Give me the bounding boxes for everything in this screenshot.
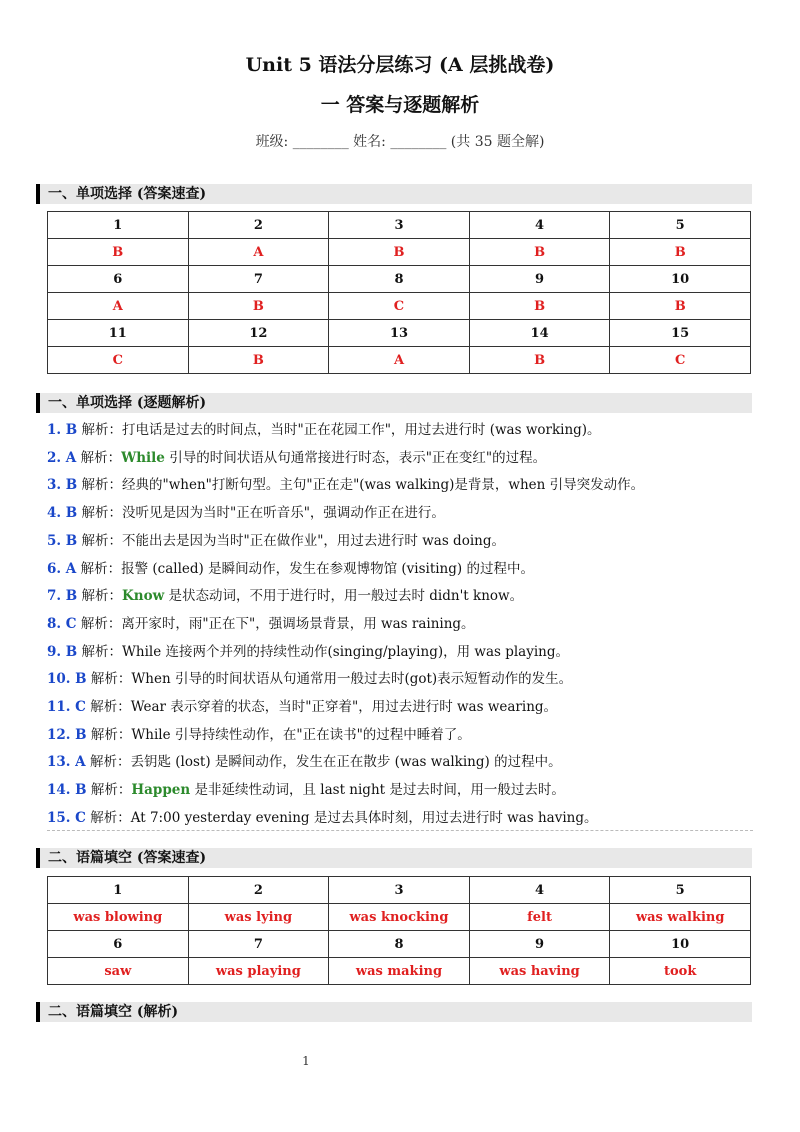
explanation-text: While 连接两个并列的持续性动作(singing/playing)，用 was playing。 (122, 643, 570, 660)
table-cell: 4 (469, 212, 610, 239)
explanation-label: 解析： (85, 754, 131, 771)
table-row (48, 239, 751, 266)
item-number: 1. B (47, 422, 78, 438)
table-cell: was making (329, 958, 470, 985)
explanation-text: When 引导的时间状语从句通常用一般过去时(got)表示短暂动作的发生。 (131, 671, 573, 688)
item-number: 3. B (47, 477, 78, 494)
table-cell: C (48, 347, 189, 374)
explanation-label: 解析： (77, 477, 123, 494)
explanation-item (47, 556, 763, 584)
explanation-item (47, 445, 763, 473)
explanation-item (47, 583, 763, 611)
table-cell: 3 (329, 212, 470, 239)
page-number: 1 (302, 1054, 310, 1068)
explanation-text: 不能出去是因为当时"正在做作业"，用过去进行时 was doing。 (122, 532, 505, 549)
table-cell: 12 (188, 320, 329, 347)
table-cell: 2 (188, 212, 329, 239)
table-cell: B (469, 239, 610, 266)
table-cell: took (610, 958, 751, 985)
explanation-label: 解析： (76, 615, 122, 632)
table-cell: B (188, 293, 329, 320)
table-cell: 10 (610, 266, 751, 293)
table-cell: 2 (188, 877, 329, 904)
table-cell: B (610, 239, 751, 266)
explanation-label: 解析： (86, 671, 132, 688)
table-cell: 8 (329, 266, 470, 293)
explanation-label: 解析： (77, 588, 123, 605)
item-number: 11. C (47, 699, 86, 716)
item-number: 10. B (47, 671, 87, 688)
table-cell: 13 (329, 320, 470, 347)
explanation-label: 解析： (86, 726, 132, 743)
table-row (48, 958, 751, 985)
item-number: 9. B (47, 643, 78, 660)
table-cell: was lying (188, 904, 329, 931)
table-cell: 15 (610, 320, 751, 347)
explanation-list (47, 417, 763, 833)
document-subtitle: 一 答案与逐题解析 (320, 94, 480, 116)
explanation-text: Wear 表示穿着的状态，当时"正穿着"，用过去进行时 was wearing。 (130, 699, 558, 716)
section-heading-choice-explanations: 一、单项选择 (逐题解析) (36, 393, 752, 413)
explanation-text-after: 是非延续性动词，且 last night 是过去时间，用一般过去时。 (190, 782, 565, 799)
explanation-item (47, 472, 763, 500)
explanation-label: 解析： (77, 643, 123, 660)
table-cell: 1 (48, 212, 189, 239)
item-number: 14. B (47, 782, 87, 799)
explanation-text-after: 引导的时间状语从句通常接进行时态，表示"正在变红"的过程。 (164, 449, 547, 466)
table-row (48, 266, 751, 293)
item-number: 7. B (47, 588, 78, 605)
table-row (48, 904, 751, 931)
table-cell: 6 (48, 931, 189, 958)
table-row (48, 212, 751, 239)
explanation-label: 解析： (76, 449, 122, 466)
item-number: 13. A (47, 754, 86, 771)
explanation-label: 解析： (77, 532, 123, 549)
explanation-label: 解析： (77, 422, 123, 438)
table-cell: 7 (188, 931, 329, 958)
item-number: 12. B (47, 726, 87, 743)
explanation-label: 解析： (86, 782, 132, 799)
explanation-item (47, 639, 763, 667)
explanation-item (47, 417, 763, 445)
explanation-item (47, 722, 763, 750)
explanation-text: 没听见是因为当时"正在听音乐"，强调动作正在进行。 (122, 505, 445, 522)
explanation-item (47, 528, 763, 556)
table-cell: 9 (469, 931, 610, 958)
table-cell: B (329, 239, 470, 266)
table-cell: A (48, 293, 189, 320)
explanation-item (47, 694, 763, 722)
section-heading-choice-answers: 一、单项选择 (答案速查) (36, 184, 752, 204)
item-number: 8. C (47, 615, 77, 632)
table-cell: B (48, 239, 189, 266)
table-cell: 4 (469, 877, 610, 904)
table-cell: 6 (48, 266, 189, 293)
keyword: Happen (131, 782, 191, 799)
table-cell: B (469, 293, 610, 320)
keyword: Know (122, 588, 165, 605)
table-cell: felt (469, 904, 610, 931)
table-row (48, 293, 751, 320)
table-cell: B (610, 293, 751, 320)
keyword: While (121, 449, 165, 466)
explanation-label: 解析： (85, 699, 131, 716)
explanation-text: While 引导持续性动作，在"正在读书"的过程中睡着了。 (131, 726, 471, 743)
table-row (48, 877, 751, 904)
choice-answer-table (47, 211, 751, 374)
explanation-item (47, 749, 763, 777)
item-number: 4. B (47, 505, 78, 522)
explanation-item (47, 666, 763, 694)
table-cell: B (469, 347, 610, 374)
table-cell: 5 (610, 212, 751, 239)
item-number: 2. A (47, 449, 77, 466)
table-cell: was knocking (329, 904, 470, 931)
table-cell: 14 (469, 320, 610, 347)
explanation-item (47, 777, 763, 805)
explanation-item (47, 611, 763, 639)
explanation-text: 离开家时，雨"正在下"，强调场景背景，用 was raining。 (121, 615, 475, 632)
table-cell: 11 (48, 320, 189, 347)
item-number: 6. A (47, 560, 77, 577)
item-number: 5. B (47, 532, 78, 549)
explanation-text: 丢钥匙 (lost) 是瞬间动作，发生在正在散步 (was walking) 的过程中。 (130, 754, 562, 771)
document-title: Unit 5 语法分层练习 (A 层挑战卷) (245, 54, 555, 76)
table-cell: 8 (329, 931, 470, 958)
explanation-label: 解析： (85, 809, 131, 826)
section-heading-cloze-answers: 二、语篇填空 (答案速查) (36, 848, 752, 868)
item-number: 15. C (47, 809, 86, 826)
explanation-text: 打电话是过去的时间点，当时"正在花园工作"，用过去进行时 (was working)。 (122, 422, 601, 438)
table-cell: 3 (329, 877, 470, 904)
table-cell: was blowing (48, 904, 189, 931)
table-cell: 9 (469, 266, 610, 293)
table-cell: B (188, 347, 329, 374)
table-cell: A (188, 239, 329, 266)
table-cell: C (610, 347, 751, 374)
explanation-text: 报警 (called) 是瞬间动作，发生在参观博物馆 (visiting) 的过程中。 (121, 560, 534, 577)
explanation-label: 解析： (77, 505, 123, 522)
table-cell: was playing (188, 958, 329, 985)
table-cell: A (329, 347, 470, 374)
section-heading-cloze-explanations: 二、语篇填空 (解析) (36, 1002, 752, 1022)
explanation-item (47, 805, 763, 833)
explanation-text-after: 是状态动词，不用于进行时，用一般过去时 didn't know。 (164, 588, 524, 605)
table-cell: was having (469, 958, 610, 985)
table-cell: was walking (610, 904, 751, 931)
cloze-answer-table (47, 876, 751, 985)
table-cell: 10 (610, 931, 751, 958)
student-info-line: 班级: ________ 姓名: ________ (共 35 题全解) (255, 134, 545, 150)
table-cell: C (329, 293, 470, 320)
table-cell: saw (48, 958, 189, 985)
section-divider (47, 830, 753, 831)
table-row (48, 931, 751, 958)
explanation-text: At 7:00 yesterday evening 是过去具体时刻，用过去进行时 was having。 (130, 809, 598, 826)
table-cell: 5 (610, 877, 751, 904)
table-row (48, 320, 751, 347)
explanation-text: 经典的"when"打断句型。主句"正在走"(was walking)是背景，when 引导突发动作。 (122, 477, 645, 494)
table-row (48, 347, 751, 374)
explanation-item (47, 500, 763, 528)
table-cell: 7 (188, 266, 329, 293)
explanation-label: 解析： (76, 560, 122, 577)
table-cell: 1 (48, 877, 189, 904)
